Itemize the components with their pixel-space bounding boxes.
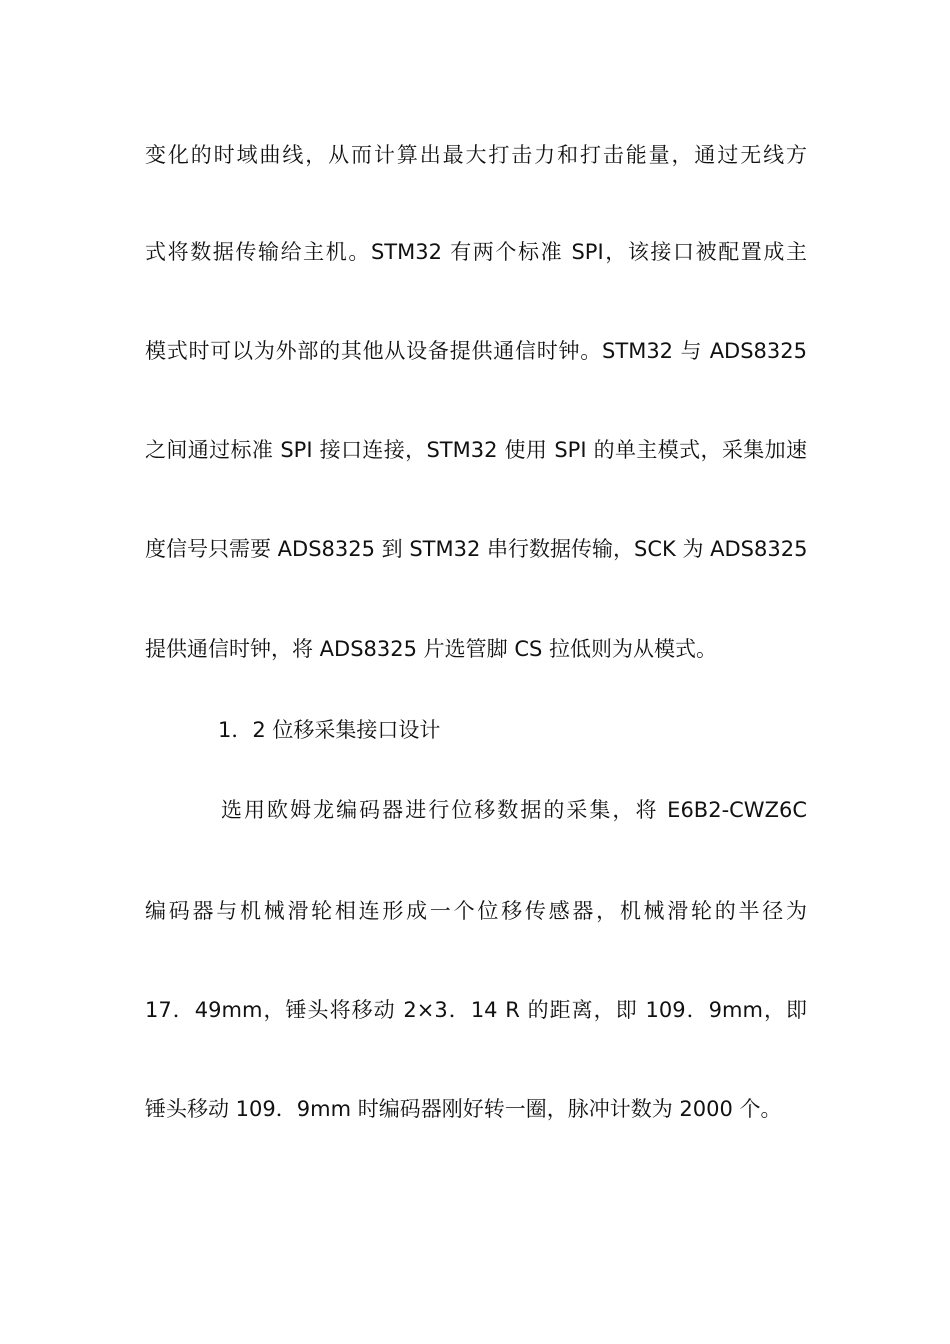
- paragraph-2-line-1: 选用欧姆龙编码器进行位移数据的采集，将 E6B2-CWZ6C: [221, 798, 807, 822]
- paragraph-1-line-1: 变化的时域曲线，从而计算出最大打击力和打击能量，通过无线方: [145, 143, 807, 167]
- paragraph-1-line-3: 模式时可以为外部的其他从设备提供通信时钟。STM32 与 ADS8325: [145, 339, 807, 363]
- section-heading: 1．2 位移采集接口设计: [218, 718, 441, 742]
- paragraph-1-line-6: 提供通信时钟，将 ADS8325 片选管脚 CS 拉低则为从模式。: [145, 637, 718, 661]
- paragraph-1-line-5: 度信号只需要 ADS8325 到 STM32 串行数据传输，SCK 为 ADS8325: [145, 537, 808, 561]
- paragraph-1-line-4: 之间通过标准 SPI 接口连接，STM32 使用 SPI 的单主模式，采集加速: [145, 438, 807, 462]
- paragraph-1-line-2: 式将数据传输给主机。STM32 有两个标准 SPI，该接口被配置成主: [145, 240, 807, 264]
- paragraph-2-line-3: 17．49mm，锤头将移动 2×3．14 R 的距离，即 109．9mm，即: [145, 998, 807, 1022]
- paragraph-2-line-2: 编码器与机械滑轮相连形成一个位移传感器，机械滑轮的半径为: [145, 899, 807, 923]
- paragraph-2-line-4: 锤头移动 109．9mm 时编码器刚好转一圈，脉冲计数为 2000 个。: [145, 1097, 782, 1121]
